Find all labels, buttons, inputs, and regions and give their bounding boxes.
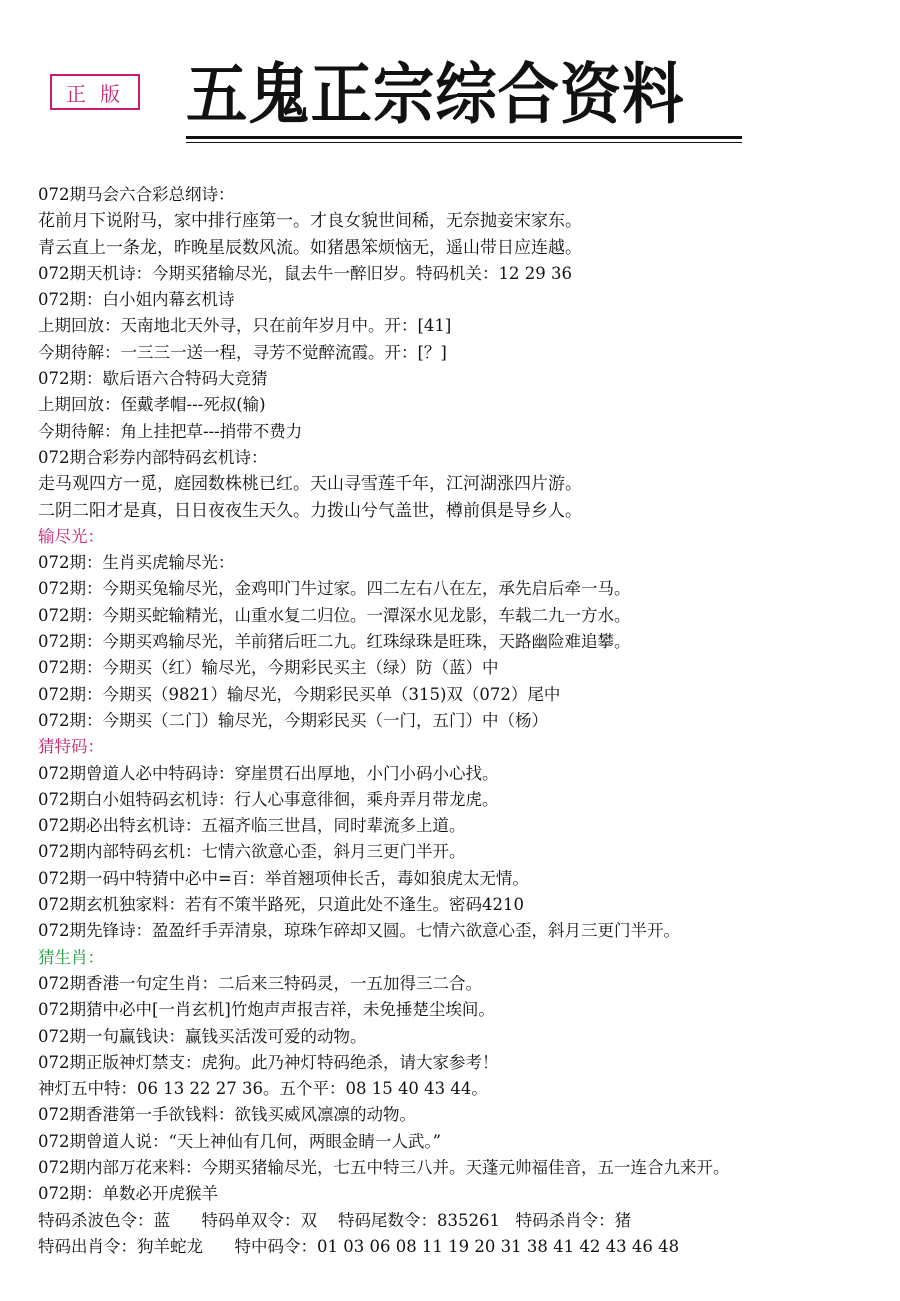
text-line: 072期合彩券内部特码玄机诗： [38, 447, 268, 467]
text-line: 072期：歇后语六合特码大竞猜 [38, 369, 268, 389]
text-line: 072期曾道人必中特码诗：穿崖贯石出厚地，小门小码小心找。 [38, 763, 499, 783]
text-line: 072期玄机独家料：若有不策半路死，只道此处不逢生。密码4210 [38, 895, 524, 915]
text-line: 特码杀波色令：蓝 特码单双令：双 特码尾数令：835261 特码杀肖令：猪 [38, 1210, 632, 1230]
text-line: 072期：今期买鸡输尽光，羊前猪后旺二九。红珠绿珠是旺珠，天路幽险难追攀。 [38, 632, 631, 652]
text-line: 072期正版神灯禁支：虎狗。此乃神灯特码绝杀，请大家参考！ [38, 1052, 499, 1072]
text-line: 072期：白小姐内幕玄机诗 [38, 290, 235, 310]
section-heading-guess-code: 猜特码： [38, 737, 104, 757]
text-line: 走马观四方一觅，庭园数株桃已红。天山寻雪莲千年，江河湖涨四片游。 [38, 474, 582, 495]
text-line: 花前月下说附马，家中排行座第一。才良女貌世间稀，无奈抛妾宋家东。 [38, 211, 582, 232]
text-line: 二阴二阳才是真，日日夜夜生天久。力拨山兮气盖世，樽前俱是导乡人。 [38, 500, 582, 521]
text-line: 072期必出特玄机诗：五福齐临三世昌，同时辈流多上道。 [38, 816, 466, 836]
text-line: 072期猜中必中[一肖玄机]竹炮声声报吉祥，未免捶楚尘埃间。 [38, 1000, 495, 1020]
text-line: 072期：生肖买虎输尽光： [38, 553, 235, 573]
text-line: 072期香港一句定生肖：二后来三特码灵，一五加得三二合。 [38, 973, 482, 993]
text-line: 072期白小姐特码玄机诗：行人心事意徘徊，乘舟弄月带龙虎。 [38, 789, 499, 809]
text-line: 072期内部特码玄机：七情六欲意心歪，斜月三更门半开。 [38, 842, 466, 862]
title-underline [186, 136, 742, 139]
text-line: 072期：单数必开虎猴羊 [38, 1184, 218, 1204]
text-line: 072期内部万花来料：今期买猪输尽光，七五中特三八并。天蓬元帅福佳音，五一连合九来开。 [38, 1157, 730, 1177]
genuine-badge: 正 版 [50, 74, 140, 110]
document-body [38, 182, 880, 1260]
text-line: 072期曾道人说：“天上神仙有几何，两眼金睛一人武。” [38, 1131, 442, 1151]
text-line: 特码出肖令：狗羊蛇龙 特中码令：01 03 06 08 11 19 20 31 38 41 42 43 46 48 [38, 1236, 680, 1256]
text-line: 神灯五中特：06 13 22 27 36。五个平：08 15 40 43 44。 [38, 1079, 488, 1099]
section-heading-guess-zodiac: 猜生肖： [38, 947, 104, 967]
text-line: 072期先锋诗：盈盈纤手弄清泉，琼珠乍碎却又圆。七情六欲意心歪，斜月三更门半开。 [38, 921, 680, 941]
text-line: 072期一码中特猜中必中=百：举首翘项伸长舌，毒如狼虎太无情。 [38, 868, 529, 888]
text-line: 072期：今期买（红）输尽光，今期彩民买主（绿）防（蓝）中 [38, 658, 499, 678]
page-title: 五鬼正宗综合资料 [186, 56, 685, 133]
text-line: 072期：今期买（二门）输尽光，今期彩民买（一门，五门）中（杨） [38, 710, 548, 730]
text-line: 上期回放：侄戴孝帽---死叔(输) [38, 395, 266, 415]
text-line: 072期：今期买蛇输精光，山重水复二归位。一潭深水见龙影，车载二九一方水。 [38, 605, 631, 625]
text-line: 今期待解：一三三一送一程，寻芳不觉醉流霞。开：[？] [38, 342, 447, 362]
title-underline-thin [186, 142, 742, 143]
section-heading-lose-all: 输尽光： [38, 526, 104, 546]
text-line: 青云直上一条龙，昨晚星辰数风流。如猪愚笨烦恼无，遥山带日应连越。 [38, 237, 582, 258]
text-line: 072期马会六合彩总纲诗： [38, 185, 235, 204]
text-line: 今期待解：角上挂把草---捎带不费力 [38, 421, 303, 441]
text-line: 上期回放：天南地北天外寻，只在前年岁月中。开：[41] [38, 316, 452, 336]
text-line: 072期一句赢钱诀：赢钱买活泼可爱的动物。 [38, 1026, 367, 1046]
text-line: 072期天机诗：今期买猪输尽光，鼠去牛一醉旧岁。特码机关：12 29 36 [38, 263, 572, 283]
text-line: 072期：今期买（9821）输尽光，今期彩民买单（315)双（072）尾中 [38, 684, 561, 704]
text-line: 072期：今期买兔输尽光，金鸡叩门牛过家。四二左右八在左，承先启后牵一马。 [38, 579, 631, 599]
text-line: 072期香港第一手欲钱料：欲钱买威风凛凛的动物。 [38, 1105, 416, 1125]
